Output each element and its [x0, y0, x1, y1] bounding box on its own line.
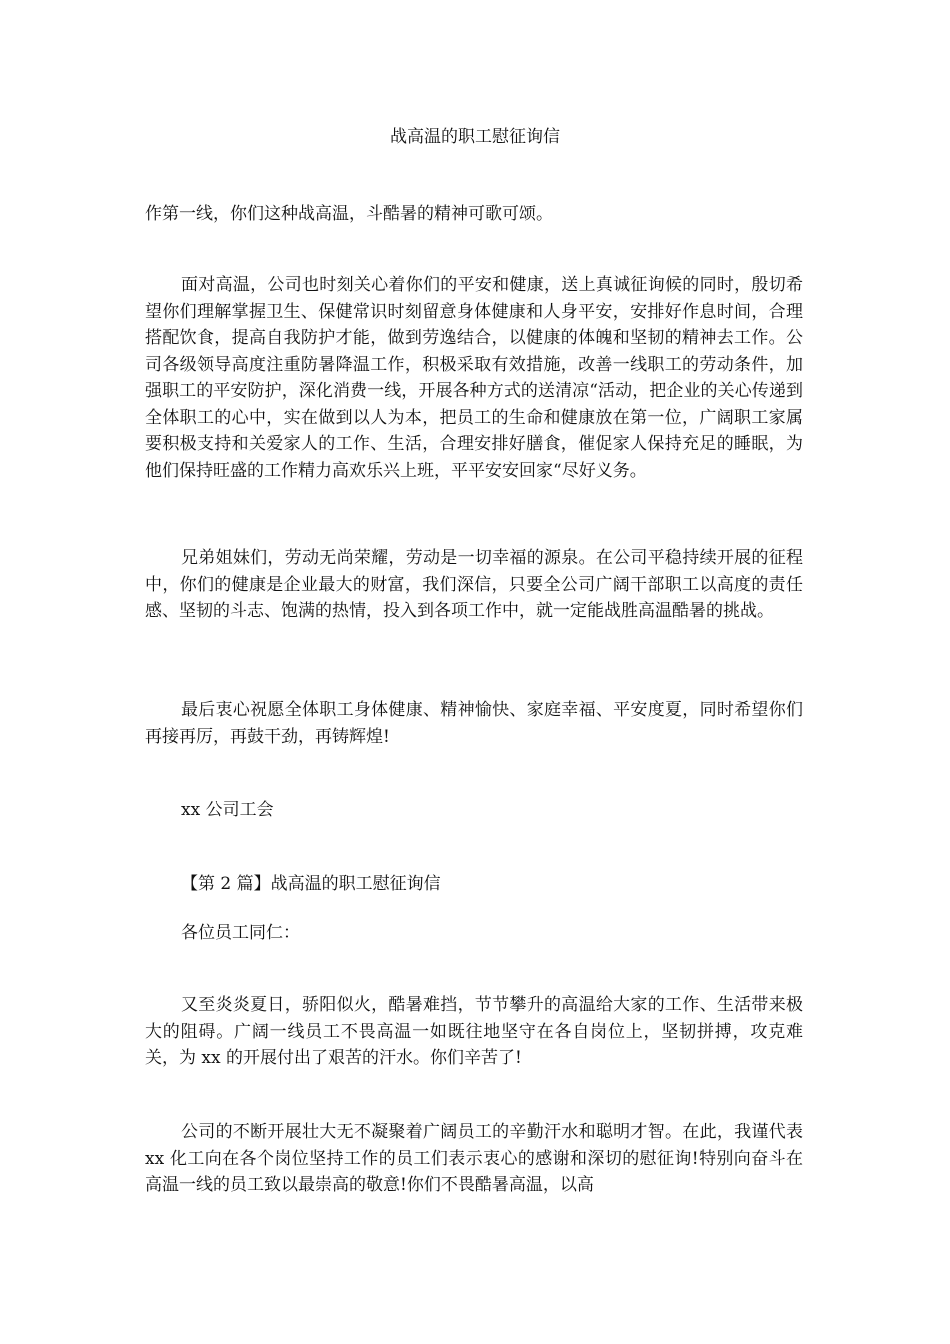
document-title: 战高温的职工慰征询信: [390, 127, 560, 147]
paragraph-gratitude: 公司的不断开展壮大无不凝聚着广阔员工的辛勤汗水和聪明才智。在此，我谨代表 xx 化工向在各个岗位坚持工作的员工们表示衷心的感谢和深切的慰征询!特别向奋斗在高温一线的员工致以最崇高的敬意!你们不畏酷暑高温，以高: [145, 1122, 803, 1195]
paragraph-siblings: 兄弟姐妹们，劳动无尚荣耀，劳动是一切幸福的源泉。在公司平稳持续开展的征程中，你们的健康是企业最大的财富，我们深信，只要全公司广阔干部职工以高度的责任感、坚韧的斗志、饱满的热情，投入到各项工作中，就一定能战胜高温酷暑的挑战。: [145, 548, 803, 621]
paragraph-continuation: 作第一线，你们这种战高温，斗酷暑的精神可歌可颂。: [145, 204, 553, 224]
salutation: 各位员工同仁：: [181, 923, 300, 943]
paragraph-summer: 又至炎炎夏日，骄阳似火，酷暑难挡，节节攀升的高温给大家的工作、生活带来极大的阻碍。广阔一线员工不畏高温一如既往地坚守在各自岗位上，坚韧拼搏，攻克难关，为 xx 的开展付出了艰苦的汗水。你们辛苦了!: [145, 995, 803, 1068]
paragraph-wishes: 最后衷心祝愿全体职工身体健康、精神愉快、家庭幸福、平安度夏，同时希望你们再接再厉，再鼓干劲，再铸辉煌!: [145, 700, 803, 747]
signature-union: xx 公司工会: [181, 800, 274, 820]
paragraph-care: 面对高温，公司也时刻关心着你们的平安和健康，送上真诚征询候的同时，殷切希望你们理解掌握卫生、保健常识时刻留意身体健康和人身平安，安排好作息时间，合理搭配饮食，提高自我防护才能，做到劳逸结合，以健康的体魄和坚韧的精神去工作。公司各级领导高度注重防暑降温工作，积极采取有效措施，改善一线职工的劳动条件，加强职工的平安防护，深化消费一线，开展各种方式的送清凉“活动，把企业的关心传递到全体职工的心中，实在做到以人为本，把员工的生命和健康放在第一位，广阔职工家属要积极支持和关爱家人的工作、生活，合理安排好膳食，催促家人保持充足的睡眠，为他们保持旺盛的工作精力高欢乐兴上班，平平安安回家“尽好义务。: [145, 275, 803, 481]
section-heading-part2: 【第 2 篇】战高温的职工慰征询信: [181, 874, 441, 894]
